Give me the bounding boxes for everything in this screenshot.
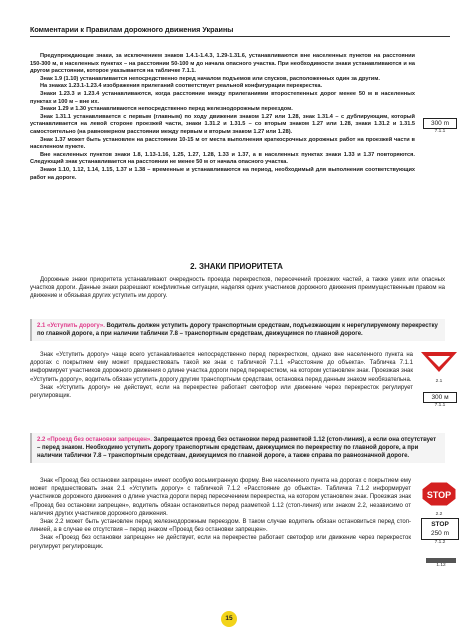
stop-distance-plate bbox=[421, 518, 459, 540]
note-paragraph: Вне населенных пунктов знаки 1.8, 1.13-1.16, 1.25, 1.27, 1.28, 1.33 и 1.37, а в населенных пунктах знаки 1.33 и 1.37 повторяются. Следующий знак устанавливается на расстоянии не менее 50 м от начала опасного участка. bbox=[30, 151, 415, 166]
header-divider bbox=[30, 36, 450, 37]
figure-caption: 7.1.2 bbox=[434, 540, 446, 545]
stop-line-figure bbox=[426, 558, 456, 568]
rule-number: 2.2 «Проезд без остановки запрещен». bbox=[37, 437, 152, 443]
yield-sign-icon bbox=[419, 350, 459, 374]
figure-caption: 1.12 bbox=[436, 563, 446, 568]
note-paragraph: Предупреждающие знаки, за исключением знаков 1.4.1-1.4.3, 1.29-1.31.6, устанавливаются вне населенных пунктов на расстоянии 150-300 м, в населенных пунктах – на расстоянии 50-100 м до начала опасного участка. При необходимости знаки устанавливаются и на другом расстоянии, которое указывается на табличке 7.1.1. bbox=[30, 53, 415, 75]
running-header: Комментарии к Правилам дорожного движения Украины bbox=[30, 25, 234, 34]
body-paragraph: Знак «Уступить дорогу» не действует, если на перекрестке работает светофор или движение через перекресток регулирует регулировщик. bbox=[30, 384, 413, 400]
intro-paragraph: Дорожные знаки приоритета устанавливают очередность проезда перекрестков, пересечений проезжих частей, а также узких или опасных участков дороги. Данные знаки разрешают конфликтные ситуации, наделяя одних участников дорожного движения преимущественным правом на движение и обязывая других уступить им дорогу. bbox=[30, 277, 445, 300]
distance-plate-figure bbox=[423, 392, 457, 408]
note-paragraph: Знаки 1.29 и 1.30 устанавливаются непосредственно перед железнодорожным переездом. bbox=[40, 106, 293, 113]
page-number: 15 bbox=[221, 611, 237, 627]
stop-distance-plate-figure bbox=[421, 518, 459, 545]
distance-plate: 300 m bbox=[423, 118, 457, 129]
note-paragraph: Знак 1.37 может быть установлен на расстоянии 10-15 м от места выполнения краткосрочных дорожных работ на проезжей части в населенном пункте. bbox=[30, 136, 415, 151]
distance-plate-figure bbox=[423, 118, 457, 134]
rule-2-1-commentary bbox=[30, 351, 413, 400]
rule-text: Водитель должен уступить дорогу транспортным средствам, подъезжающим к нерегулируемому перекрестку по главной дороге, а при наличии таблички 7.8 – транспортным средствам, движущимся по главной дороге. bbox=[37, 323, 438, 337]
rule-2-1 bbox=[30, 319, 445, 341]
body-paragraph: Знак 2.2 может быть установлен перед железнодорожным переездом. В таком случае водитель обязан остановиться перед стоп-линией, а в случае ее отсутствия – перед знаком «Проезд без остановки запрещен». bbox=[30, 519, 411, 534]
warning-signs-notes bbox=[30, 53, 415, 182]
note-paragraph: Знак 1.9 (1.10) устанавливается непосредственно перед началом подъемов или спусков, расположенных один за другим. bbox=[40, 75, 380, 82]
body-paragraph: Знак «Проезд без остановки запрещен» не действует, если на перекрестке работает светофор или движение через перекресток регулирует регулировщик. bbox=[30, 535, 411, 550]
figure-caption: 7.1.1 bbox=[434, 129, 446, 134]
figure-caption: 2.1 bbox=[435, 379, 443, 384]
note-paragraph: На знаках 1.23.1-1.23.4 изображения прилеганий соответствует реальной конфигурации перекрестка. bbox=[40, 83, 323, 90]
rule-number: 2.1 «Уступить дорогу». bbox=[37, 323, 105, 329]
plate-distance: 250 m bbox=[430, 530, 450, 537]
body-paragraph: Знак «Проезд без остановки запрещен» имеет особую восьмигранную форму. Вне населенного пункта на дорогах с покрытием ему может предшествовать знак 2.1 «Уступить дорогу» с табличкой 7.1.2 «Расстояние до объекта». Табличка 7.1.2 информирует участников дорожного движения о длине участка дороги перед пересечением перекрестка, на котором установлен знак. Проезжая знак «Проезд без остановки запрещен», водитель обязан остановиться перед разметкой 1.12 (стоп-линия) или знаком 2.2, независимо от наличия других участников дорожного движения. bbox=[30, 478, 411, 517]
note-paragraph: Знаки 1.23.3 и 1.23.4 устанавливаются, когда расстояние между прилеганиями второстепенных дорог менее 50 м в населенных пунктах и 100 м – вне их. bbox=[30, 90, 415, 105]
stop-sign-figure bbox=[418, 481, 460, 517]
section-title: 2. ЗНАКИ ПРИОРИТЕТА bbox=[190, 262, 283, 271]
note-paragraph: Знак 1.31.1 устанавливается с первым (главным) по ходу движения знаком 1.27 или 1.28, знак 1.31.4 – с дублирующим, который устанавливается на левой стороне проезжей части, знаки 1.31.2 и 1.31.5 – со вторым знаком 1.27 или 1.28, знаки 1.31.2 и 1.31.5 самостоятельно (на равномерном расстоянии между первым и вторым знаком 1.27 или 1.28). bbox=[30, 113, 415, 135]
figure-caption: 2.2 bbox=[435, 512, 443, 517]
rule-2-2-commentary bbox=[30, 477, 411, 551]
section-intro bbox=[30, 276, 445, 301]
figure-caption: 7.1.1 bbox=[434, 403, 446, 408]
rule-2-2 bbox=[30, 433, 445, 463]
rule-text: Запрещается проезд без остановки перед разметкой 1.12 (стоп-линия), а если она отсутствует – перед знаком. Необходимо уступить дорогу транспортным средствам, движущимся по перекрестку по главной дороге, а при наличии таблички 7.8 – транспортным средствам, движущимся по главной дороге, а также справа по равнозначной дороге. bbox=[37, 437, 437, 459]
yield-sign-figure bbox=[419, 350, 459, 384]
stop-sign-label: STOP bbox=[426, 490, 452, 500]
distance-plate: 300 м bbox=[423, 392, 457, 403]
plate-stop-label: STOP bbox=[431, 521, 449, 528]
body-paragraph: Знак «Уступить дорогу» чаще всего устанавливается непосредственно перед перекрестком, однако вне населенного пункта на дорогах с покрытием ему может предшествовать такой же знак с табличкой 7.1.1 «Расстояние до объекта». Табличка 7.1.1 информирует участников дорожного движения о длине участка дороги перед перекрестком, на котором установлен знак. Проезжая знак «Уступить дорогу», водитель обязан уступить дорогу другим транспортным средствам, остановка перед данным знаком необязательна. bbox=[30, 352, 413, 383]
stop-sign-icon bbox=[418, 481, 460, 507]
note-paragraph: Знаки 1.10, 1.12, 1.14, 1.15, 1.37 и 1.38 – временные и устанавливаются на период, необходимый для выполнения соответствующих работ на дороге. bbox=[30, 166, 415, 181]
